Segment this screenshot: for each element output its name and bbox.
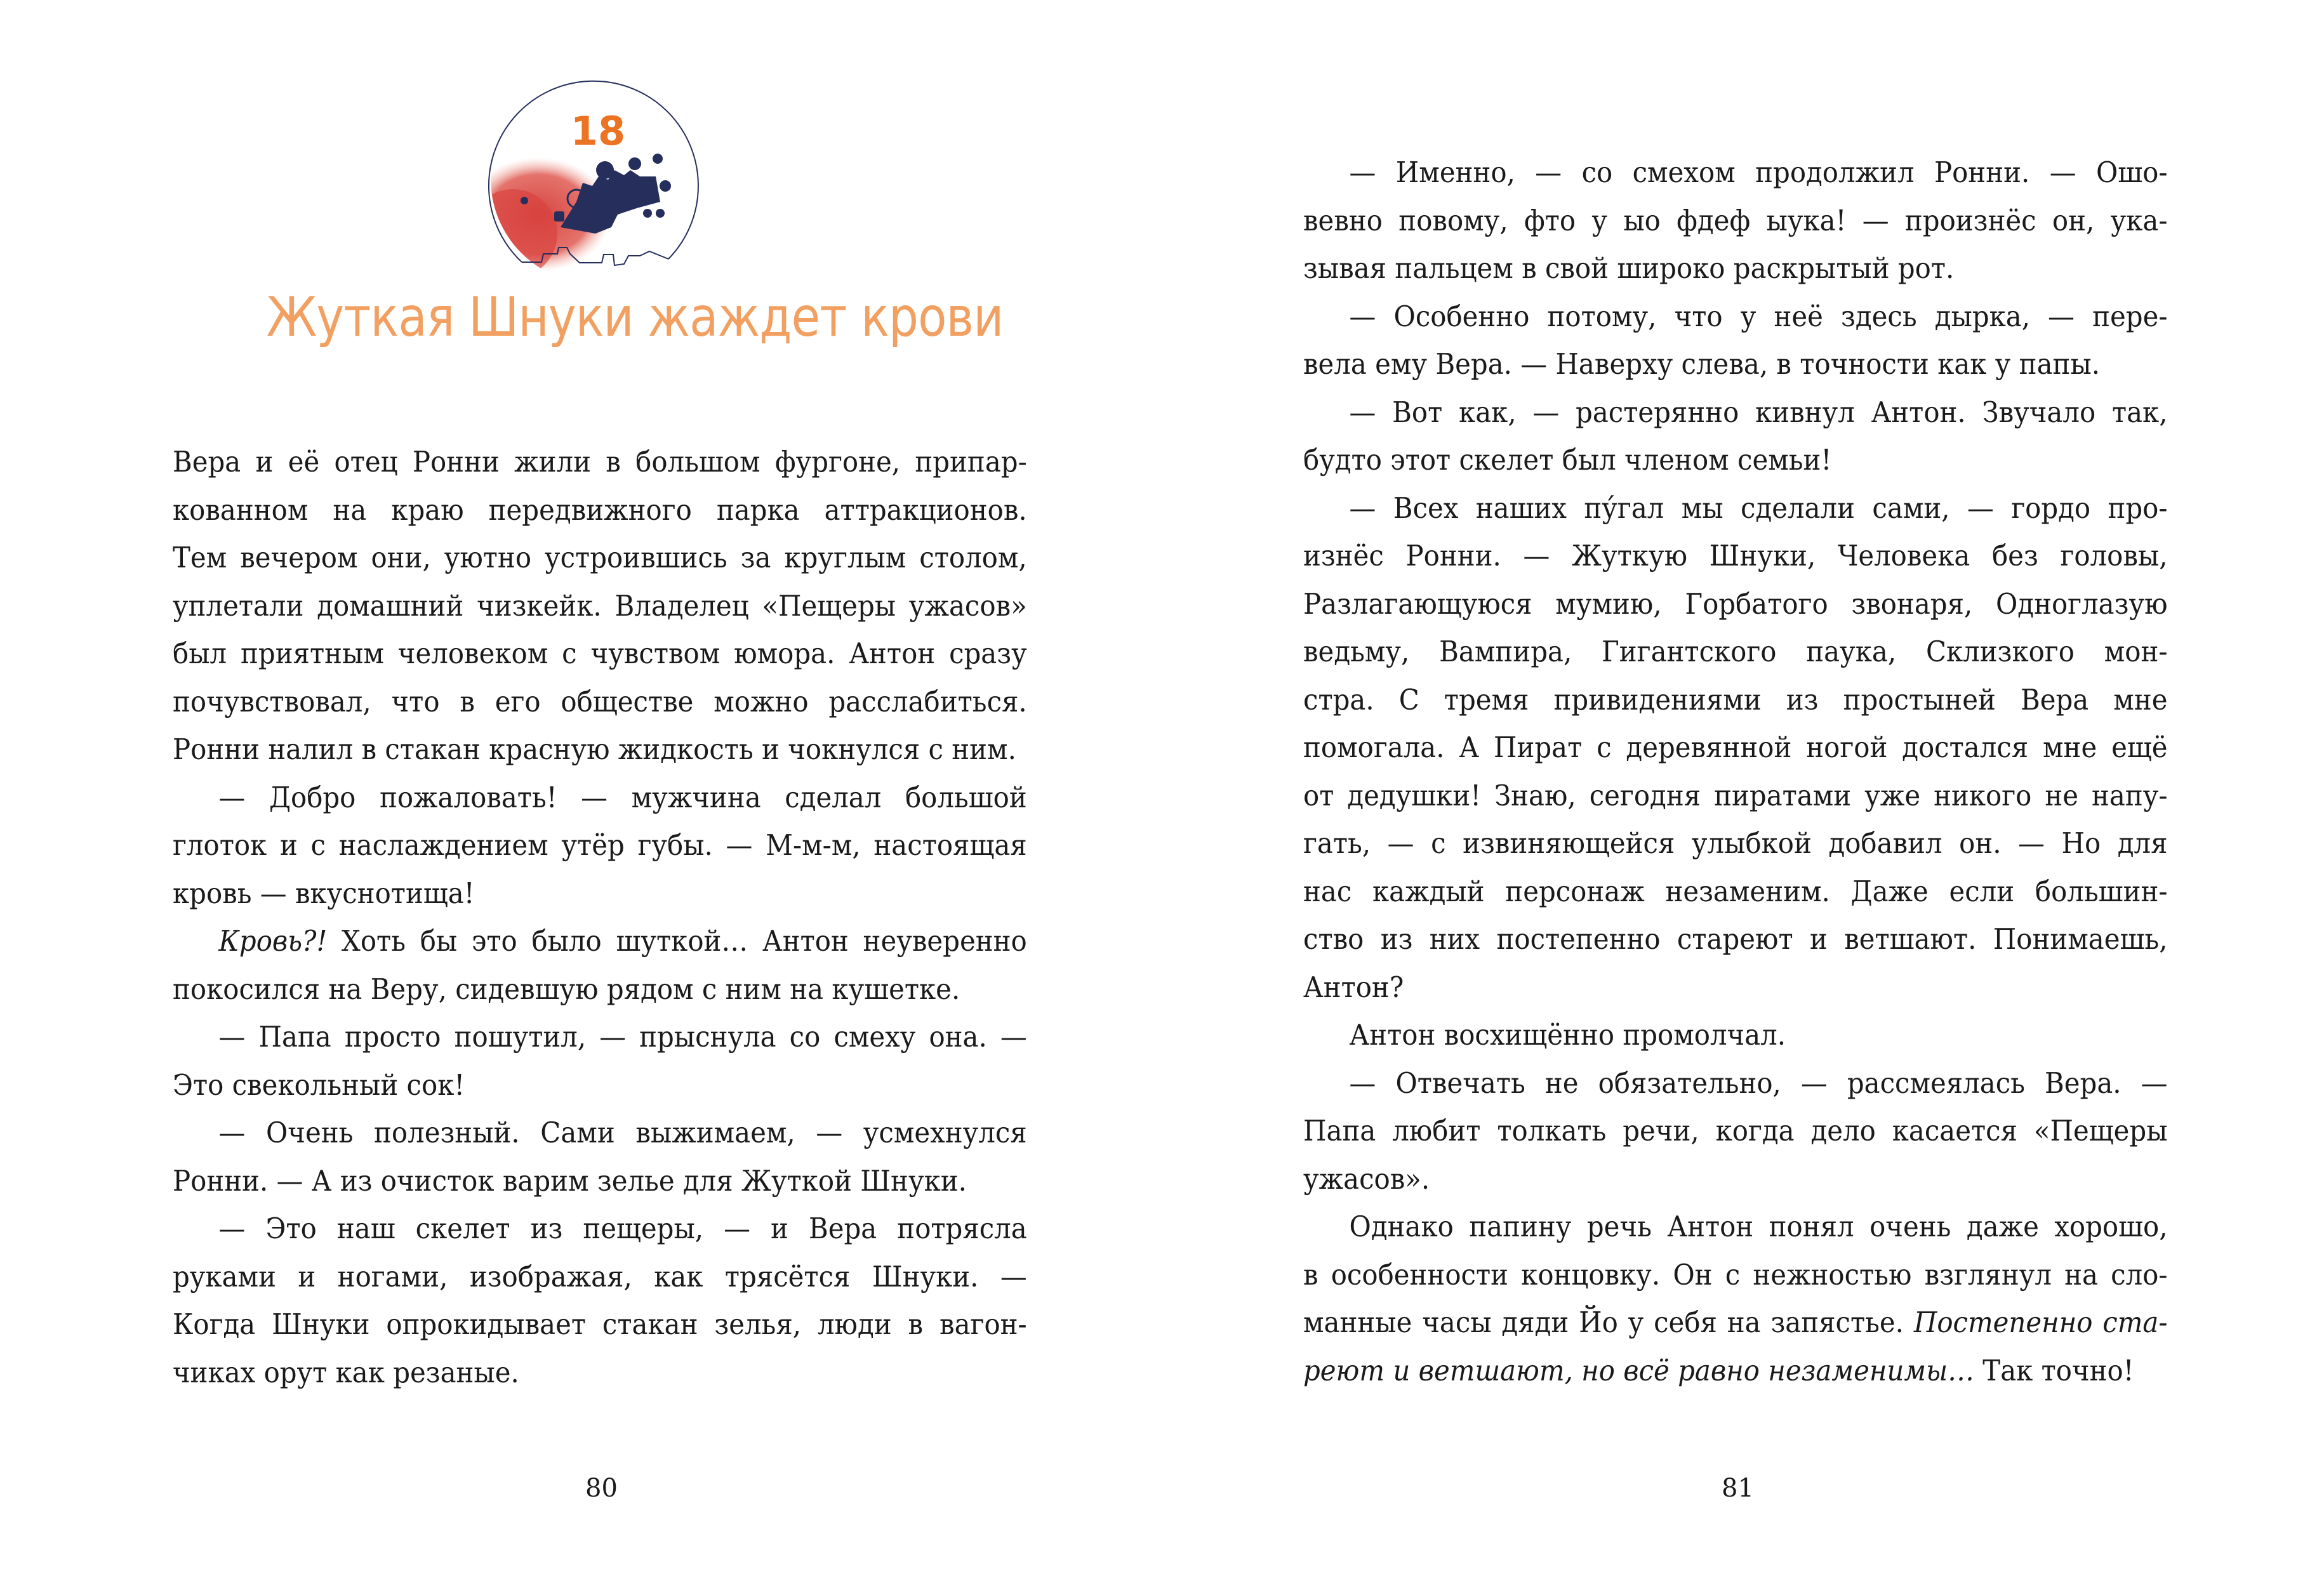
right-page-body (1303, 149, 2168, 1394)
text-line: будто этот скелет был членом семьи! (1303, 443, 1832, 477)
text-line: Разлагающуюся мумию, Горбатого звонаря, Одноглазую (1303, 586, 2168, 621)
text-line: Вера и её отец Ронни жили в большом фургоне, припар- (173, 445, 1027, 479)
text-line: ужасов». (1303, 1161, 1430, 1196)
text-line: уплетали домашний чизкейк. Владелец «Пещеры ужасов» (173, 588, 1027, 623)
text-line: Ронни налил в стакан красную жидкость и чокнулся с ним. (173, 732, 1016, 766)
text-line: — Особенно потому, что у неё здесь дырка, — пере- (1349, 299, 2168, 333)
text-line: гать, — с извиняющейся улыбкой добавил он. — Но для (1303, 826, 2168, 860)
text-line: Антон восхищённо промолчал. (1349, 1018, 1786, 1052)
text-line: вела ему Вера. — Наверху слева, в точности как у папы. (1303, 347, 2101, 381)
text-line: Когда Шнуки опрокидывает стакан зелья, люди в вагон- (173, 1307, 1027, 1341)
text-line: нас каждый персонаж незаменим. Даже если большин- (1303, 874, 2168, 908)
text-line: покосился на Веру, сидевшую рядом с ним на кушетке. (173, 972, 960, 1006)
text-line: Антон? (1303, 970, 1404, 1004)
text-line: — Вот как, — растерянно кивнул Антон. Звучало так, (1349, 395, 2168, 429)
chapter-emblem (488, 75, 708, 272)
text-line: ство из них постепенно стареют и ветшают. Понимаешь, (1303, 922, 2168, 956)
text-line: чиках орут как резаные. (173, 1355, 519, 1389)
text-line: — Это наш скелет из пещеры, — и Вера потрясла (218, 1212, 1027, 1245)
text-line: — Папа просто пошутил, — прыснула со смеху она. — (218, 1020, 1027, 1054)
page-number-left: 80 (585, 1474, 618, 1503)
text-line: зывая пальцем в свой широко раскрытый рот. (1303, 251, 1955, 285)
chapter-number: 18 (570, 108, 626, 154)
text-line: стра. С тремя привидениями из простыней Вера мне (1303, 682, 2168, 717)
text-line: руками и ногами, изображая, как трясётся Шнуки. — (173, 1259, 1027, 1293)
text-line: глоток и с наслаждением утёр губы. — М-м-м, настоящая (173, 828, 1027, 862)
text-line: — Именно, — со смехом продолжил Ронни. — Ошо- (1349, 155, 2168, 189)
text-line: — Всех наших пу́гал мы сделали сами, — гордо про- (1349, 491, 2168, 525)
text-line: Папа любит толкать речи, когда дело касается «Пещеры (1303, 1114, 2168, 1147)
page-number-right: 81 (1722, 1474, 1754, 1503)
left-page-body (173, 438, 1027, 1396)
text-line: был приятным человеком с чувством юмора. Антон сразу (173, 637, 1027, 670)
text-line: Кровь?! Хоть бы это было шуткой… Антон неуверенно (218, 924, 1027, 958)
text-line: помогала. А Пират с деревянной ногой достался мне ещё (1303, 731, 2168, 764)
text-line: Тем вечером они, уютно устроившись за круглым столом, (173, 541, 1027, 574)
text-line: почувствовал, что в его обществе можно расслабиться. (173, 684, 1027, 718)
chapter-illustration-icon (488, 75, 708, 272)
text-line: вевно повому, фто у ыо фдеф ыука! — произнёс он, ука- (1303, 203, 2168, 237)
text-line: реют и ветшают, но всё равно незаменимы… Так точно! (1303, 1353, 2134, 1387)
chapter-title: Жуткая Шнуки жаждет крови (266, 286, 1004, 349)
text-line: Ронни. — А из очисток варим зелье для Жуткой Шнуки. (173, 1163, 967, 1198)
text-line: — Отвечать не обязательно, — рассмеялась Вера. — (1349, 1066, 2168, 1100)
text-line: ведьму, Вампира, Гигантского паука, Склизкого мон- (1303, 635, 2168, 668)
text-line: кровь — вкуснотища! (173, 876, 475, 910)
text-line: манные часы дяди Йо у себя на запястье. Постепенно ста- (1303, 1306, 2168, 1339)
text-line: в особенности концовку. Он с нежностью взглянул на сло- (1303, 1257, 2168, 1292)
right-page (1162, 0, 2324, 1574)
text-line: кованном на краю передвижного парка аттракционов. (173, 493, 1027, 527)
text-line: — Очень полезный. Сами выжимаем, — усмехнулся (218, 1116, 1027, 1149)
text-line: Однако папину речь Антон понял очень даже хорошо, (1349, 1210, 2168, 1243)
text-line: от дедушки! Знаю, сегодня пиратами уже никого не напу- (1303, 778, 2168, 812)
text-line: Это свекольный сок! (173, 1068, 465, 1102)
text-line: — Добро пожаловать! — мужчина сделал большой (218, 780, 1027, 814)
text-line: изнёс Ронни. — Жуткую Шнуки, Человека без головы, (1303, 539, 2168, 572)
